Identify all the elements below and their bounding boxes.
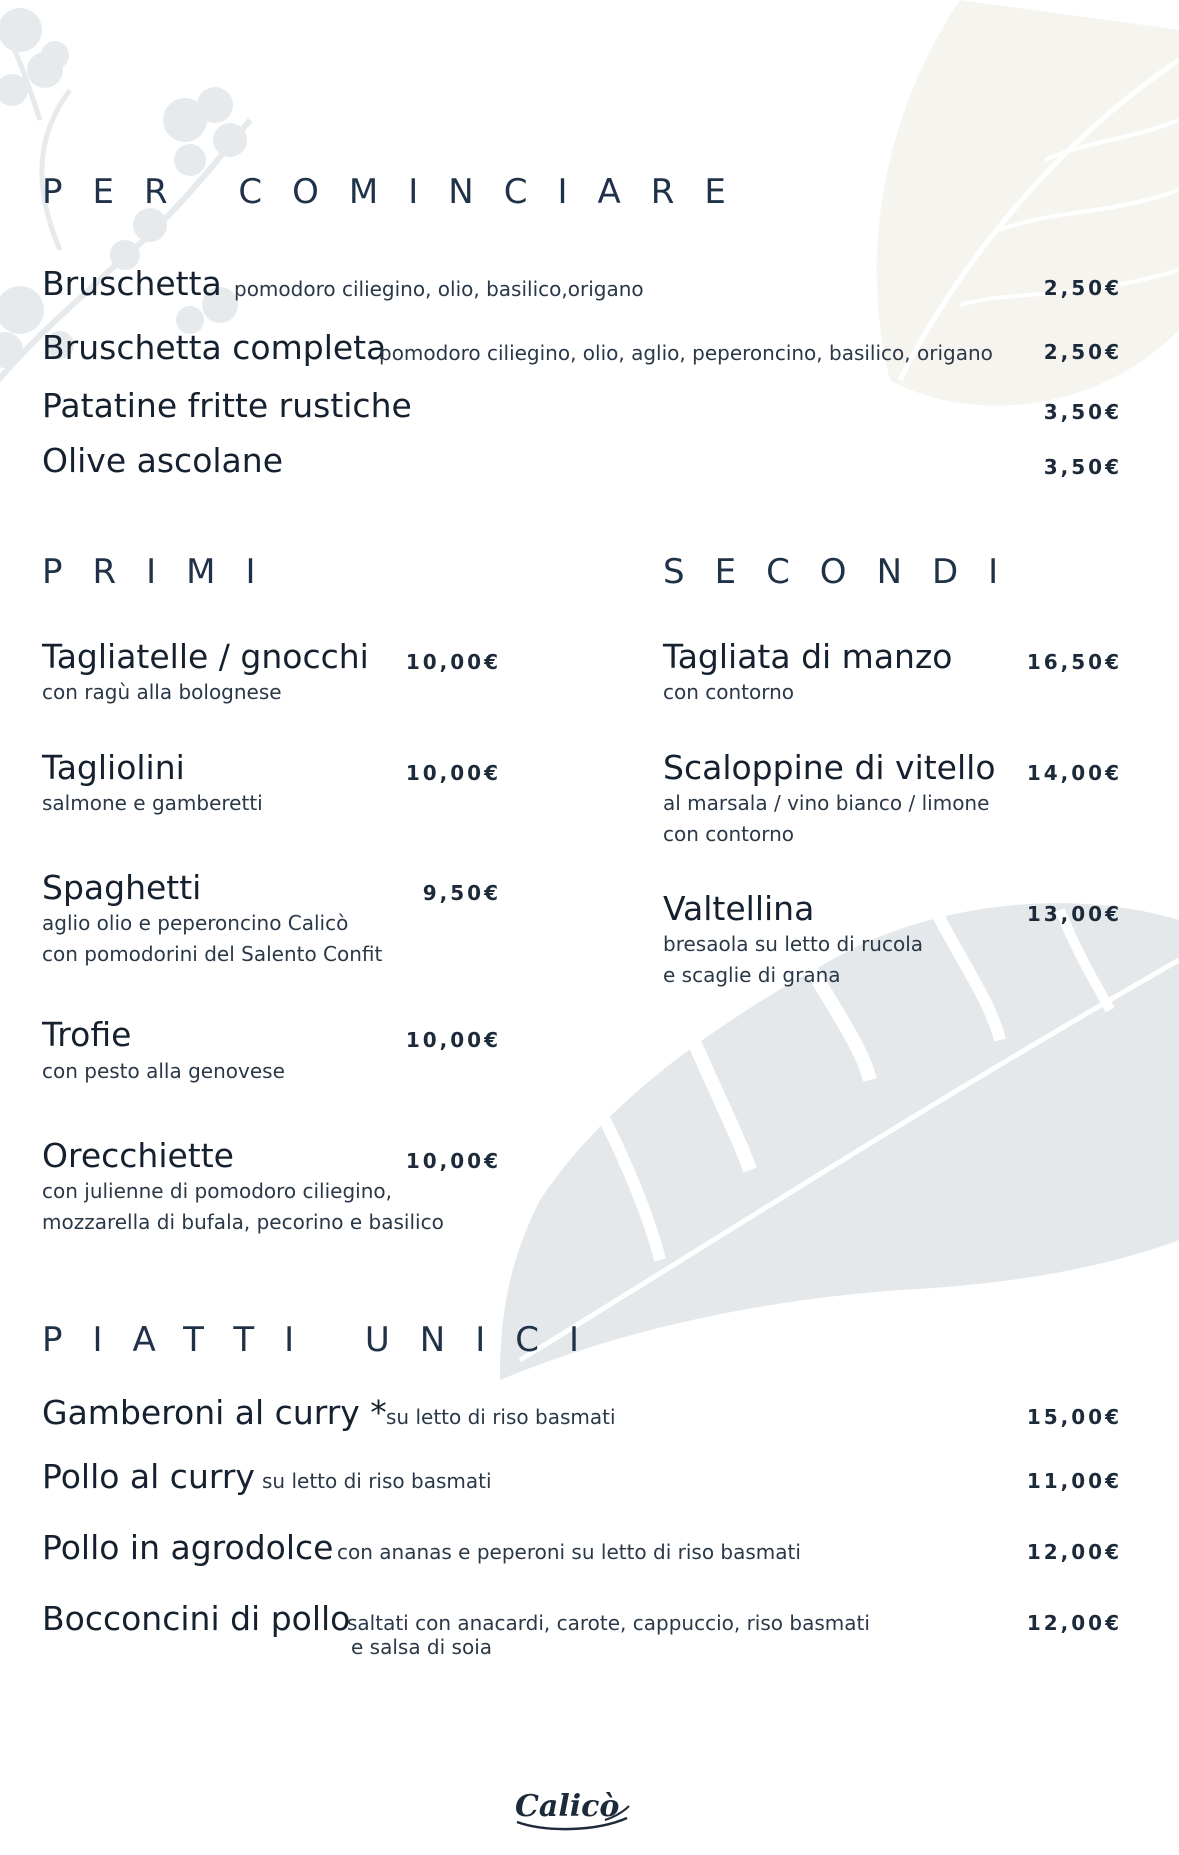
item-price: 10,00€ — [405, 761, 501, 785]
item-price: 2,50€ — [1043, 276, 1122, 300]
item-description-line: al marsala / vino bianco / limone — [663, 791, 990, 815]
item-description-line: con pomodorini del Salento Confit — [42, 942, 383, 966]
item-name: Olive ascolane — [42, 441, 283, 480]
item-name: Trofie — [42, 1015, 132, 1054]
section-title-per-cominciare: PER COMINCIARE — [42, 172, 756, 212]
item-description-line: con ragù alla bolognese — [42, 680, 282, 704]
item-description-line: con contorno — [663, 680, 795, 704]
item-description: saltati con anacardi, carote, cappuccio, riso basmati — [347, 1611, 870, 1635]
item-name: Patatine fritte rustiche — [42, 386, 412, 425]
item-description-line: e scaglie di grana — [663, 963, 841, 987]
item-price: 10,00€ — [405, 650, 501, 674]
item-price: 9,50€ — [422, 881, 501, 905]
item-description-line: con contorno — [663, 822, 795, 846]
item-name: Pollo in agrodolce — [42, 1528, 334, 1567]
item-price: 14,00€ — [1026, 761, 1122, 785]
item-description: e salsa di soia — [351, 1635, 493, 1659]
item-description: su letto di riso basmati — [262, 1469, 492, 1493]
item-price: 3,50€ — [1043, 455, 1122, 479]
item-description: con ananas e peperoni su letto di riso basmati — [337, 1540, 801, 1564]
item-price: 12,00€ — [1026, 1540, 1122, 1564]
item-price: 16,50€ — [1026, 650, 1122, 674]
item-price: 12,00€ — [1026, 1611, 1122, 1635]
item-description: su letto di riso basmati — [386, 1405, 616, 1429]
item-name: Orecchiette — [42, 1136, 234, 1175]
section-title-piatti-unici: PIATTI UNICI — [42, 1320, 610, 1360]
item-description: pomodoro ciliegino, olio, aglio, peperoncino, basilico, origano — [379, 341, 993, 365]
item-description-line: con julienne di pomodoro ciliegino, — [42, 1179, 392, 1203]
item-name: Gamberoni al curry * — [42, 1393, 387, 1432]
item-name: Bruschetta completa — [42, 328, 387, 367]
item-description-line: salmone e gamberetti — [42, 791, 263, 815]
item-price: 10,00€ — [405, 1028, 501, 1052]
logo-text: Calicò — [515, 1789, 620, 1824]
item-price: 15,00€ — [1026, 1405, 1122, 1429]
section-title-primi: PRIMI — [42, 552, 286, 592]
item-name: Tagliolini — [42, 748, 185, 787]
item-name: Scaloppine di vitello — [663, 748, 996, 787]
item-name: Bruschetta — [42, 264, 222, 303]
item-description-line: bresaola su letto di rucola — [663, 932, 924, 956]
item-name: Bocconcini di pollo — [42, 1599, 351, 1638]
item-price: 2,50€ — [1043, 340, 1122, 364]
item-price: 10,00€ — [405, 1149, 501, 1173]
item-name: Pollo al curry — [42, 1457, 255, 1496]
item-description-line: aglio olio e peperoncino Calicò — [42, 911, 349, 935]
calico-logo — [505, 1780, 635, 1840]
item-name: Valtellina — [663, 889, 815, 928]
item-name: Tagliata di manzo — [663, 637, 953, 676]
item-description: pomodoro ciliegino, olio, basilico,origano — [234, 277, 644, 301]
item-description-line: con pesto alla genovese — [42, 1059, 285, 1083]
item-description-line: mozzarella di bufala, pecorino e basilico — [42, 1210, 444, 1234]
item-price: 13,00€ — [1026, 902, 1122, 926]
item-name: Spaghetti — [42, 868, 202, 907]
item-price: 11,00€ — [1026, 1469, 1122, 1493]
section-title-secondi: SECONDI — [663, 552, 1029, 592]
item-name: Tagliatelle / gnocchi — [42, 637, 369, 676]
item-price: 3,50€ — [1043, 400, 1122, 424]
